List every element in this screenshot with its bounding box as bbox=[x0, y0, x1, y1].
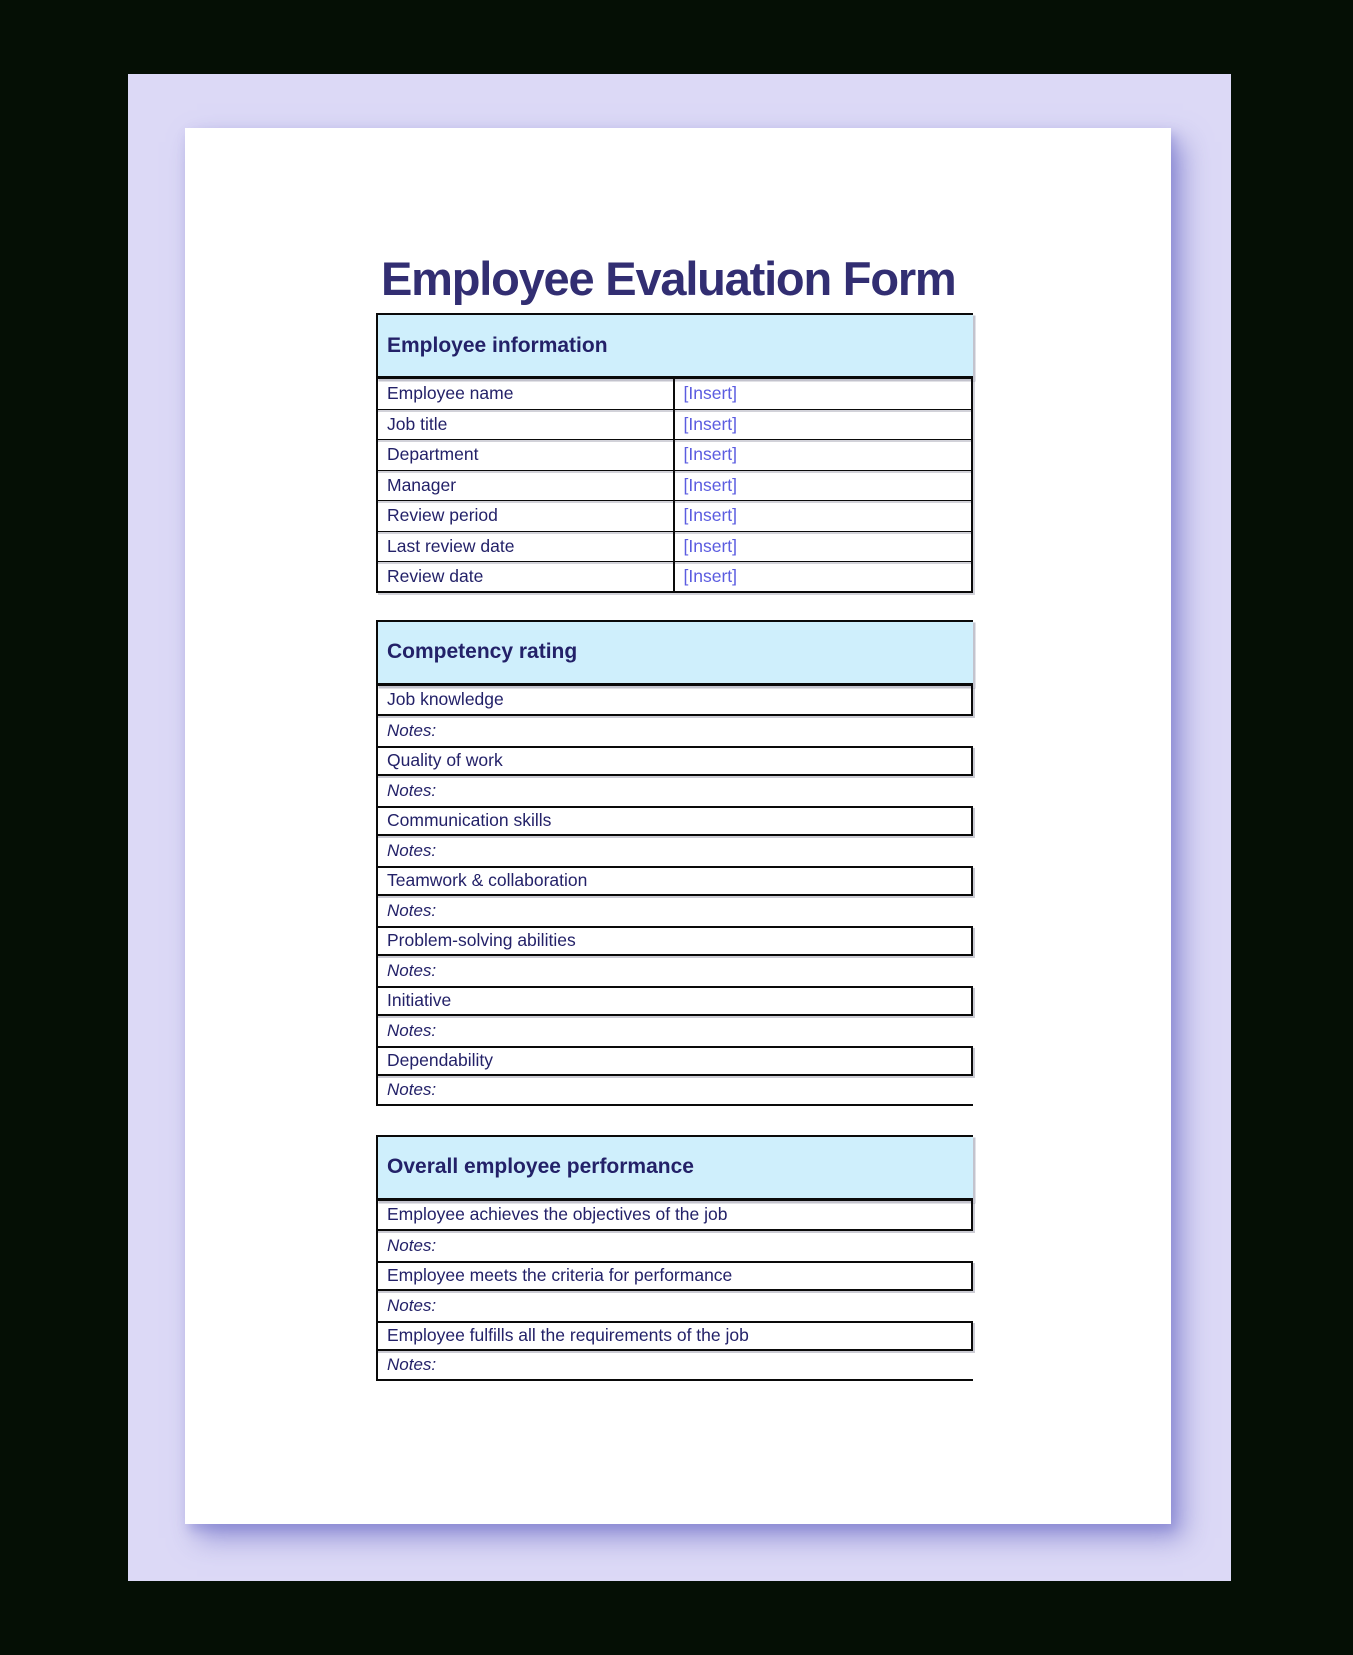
field-row bbox=[376, 501, 973, 532]
field-label: Employee name bbox=[378, 379, 675, 409]
notes-row[interactable]: Notes: bbox=[376, 896, 973, 926]
notes-row[interactable]: Notes: bbox=[376, 956, 973, 986]
document-page bbox=[185, 128, 1171, 1524]
field-row bbox=[376, 379, 973, 410]
section-competency-rating bbox=[376, 620, 973, 1106]
lavender-mat bbox=[128, 74, 1231, 1581]
section-employee-information bbox=[376, 313, 973, 593]
section-header-competency-rating: Competency rating bbox=[376, 620, 973, 686]
notes-row[interactable]: Notes: bbox=[376, 836, 973, 866]
notes-row[interactable]: Notes: bbox=[376, 1351, 973, 1381]
notes-row[interactable]: Notes: bbox=[376, 1016, 973, 1046]
field-row bbox=[376, 471, 973, 502]
competency-row[interactable]: Quality of work bbox=[376, 746, 973, 776]
competency-row[interactable]: Communication skills bbox=[376, 806, 973, 836]
competency-row[interactable]: Dependability bbox=[376, 1046, 973, 1076]
field-row bbox=[376, 532, 973, 563]
document-title: Employee Evaluation Form bbox=[381, 252, 956, 306]
field-label: Last review date bbox=[378, 532, 675, 562]
field-label: Manager bbox=[378, 471, 675, 501]
competency-row[interactable]: Teamwork & collaboration bbox=[376, 866, 973, 896]
notes-row[interactable]: Notes: bbox=[376, 1291, 973, 1321]
form-body bbox=[376, 313, 973, 1381]
field-row bbox=[376, 410, 973, 441]
field-value-insert[interactable]: [Insert] bbox=[683, 383, 737, 404]
section-header-overall-performance: Overall employee performance bbox=[376, 1135, 973, 1201]
field-label: Review date bbox=[378, 562, 675, 591]
competency-row[interactable]: Problem-solving abilities bbox=[376, 926, 973, 956]
section-overall-performance bbox=[376, 1135, 973, 1381]
field-value-insert[interactable]: [Insert] bbox=[683, 474, 737, 495]
field-row bbox=[376, 562, 973, 593]
field-value-insert[interactable]: [Insert] bbox=[683, 444, 737, 465]
field-value-insert[interactable]: [Insert] bbox=[683, 565, 737, 586]
notes-row[interactable]: Notes: bbox=[376, 1231, 973, 1261]
statement-row[interactable]: Employee achieves the objectives of the job bbox=[376, 1201, 973, 1231]
notes-row[interactable]: Notes: bbox=[376, 1076, 973, 1106]
field-value-insert[interactable]: [Insert] bbox=[683, 505, 737, 526]
notes-row[interactable]: Notes: bbox=[376, 716, 973, 746]
field-value-insert[interactable]: [Insert] bbox=[683, 535, 737, 556]
field-row bbox=[376, 440, 973, 471]
section-header-employee-information: Employee information bbox=[376, 313, 973, 379]
field-value-insert[interactable]: [Insert] bbox=[683, 413, 737, 434]
statement-row[interactable]: Employee meets the criteria for performance bbox=[376, 1261, 973, 1291]
notes-row[interactable]: Notes: bbox=[376, 776, 973, 806]
competency-row[interactable]: Initiative bbox=[376, 986, 973, 1016]
statement-row[interactable]: Employee fulfills all the requirements of the job bbox=[376, 1321, 973, 1351]
field-label: Department bbox=[378, 440, 675, 470]
field-label: Review period bbox=[378, 501, 675, 531]
field-label: Job title bbox=[378, 410, 675, 440]
competency-row[interactable]: Job knowledge bbox=[376, 686, 973, 716]
